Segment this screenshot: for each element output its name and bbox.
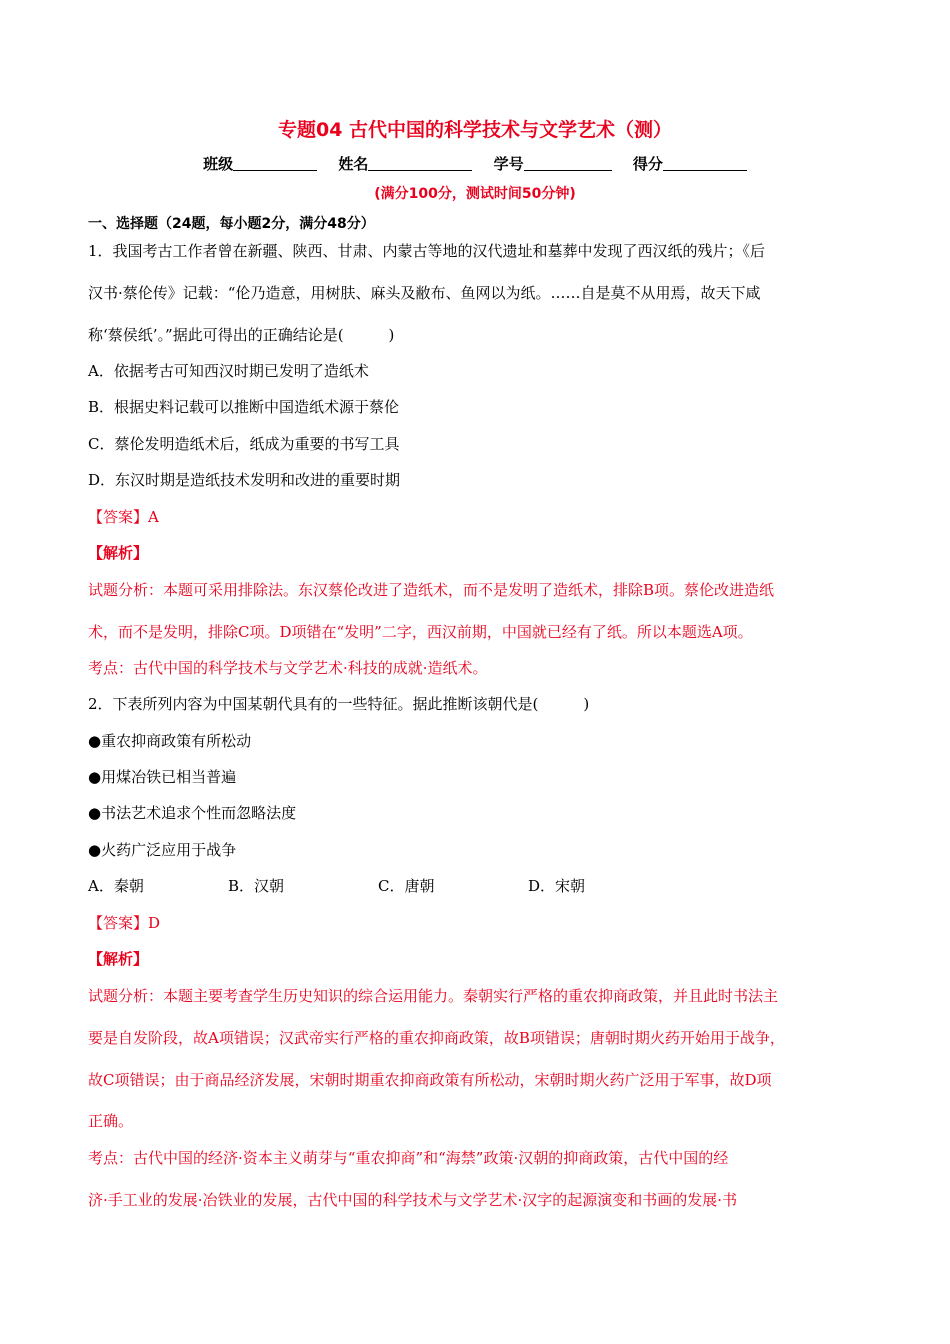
q2-analysis-line2: 要是自发阶段，故A项错误；汉武帝实行严格的重农抑商政策，故B项错误；唐朝时期火药开始用于战争，	[88, 1029, 785, 1047]
student-id-blank[interactable]	[524, 155, 612, 171]
q1-analysis-line2: 术，而不是发明，排除C项。D项错在“发明”二字，西汉前期，中国就已经有了纸。所以本题选A项。	[88, 623, 753, 641]
q2-answer: 【答案】D	[88, 914, 161, 932]
q2-bullet-2: ●用煤冶铁已相当普遍	[88, 768, 237, 786]
q2-option-b: B．汉朝	[228, 877, 285, 895]
q1-analysis-line1: 试题分析：本题可采用排除法。东汉蔡伦改进了造纸术，而不是发明了造纸术，排除B项。蔡伦改进造纸	[88, 581, 775, 599]
class-field	[203, 155, 317, 173]
q2-analysis-line4: 正确。	[88, 1112, 134, 1130]
q1-kaodian: 考点：古代中国的科学技术与文学艺术·科技的成就·造纸术。	[88, 659, 488, 677]
q2-option-d: D．宋朝	[528, 877, 586, 895]
q1-option-a: A．依据考古可知西汉时期已发明了造纸术	[88, 362, 369, 380]
q2-bullet-4: ●火药广泛应用于战争	[88, 841, 237, 859]
page-title: 专题04 古代中国的科学技术与文学艺术（测）	[277, 119, 673, 141]
student-id-field	[494, 155, 612, 173]
q2-analysis-line3: 故C项错误；由于商品经济发展，宋朝时期重农抑商政策有所松动，宋朝时期火药广泛用于军事，故D项	[88, 1071, 772, 1089]
score-label: 得分	[632, 155, 663, 173]
student-id-label: 学号	[493, 155, 524, 173]
q1-stem-line2: 汉书·蔡伦传》记载：“伦乃造意，用树肤、麻头及敝布、鱼网以为纸。……自是莫不从用焉，故天下咸	[88, 284, 761, 302]
q1-analysis-label: 【解析】	[88, 544, 149, 562]
q2-option-a: A．秦朝	[88, 877, 144, 895]
name-blank[interactable]	[368, 155, 472, 171]
q1-option-c: C．蔡伦发明造纸术后，纸成为重要的书写工具	[88, 435, 400, 453]
q2-bullet-3: ●书法艺术追求个性而忽略法度	[88, 804, 297, 822]
q1-stem-line1: 1．我国考古工作者曾在新疆、陕西、甘肃、内蒙古等地的汉代遗址和墓葬中发现了西汉纸的残片；《后	[88, 242, 766, 260]
class-label: 班级	[203, 155, 234, 173]
q1-option-b: B．根据史料记载可以推断中国造纸术源于蔡伦	[88, 398, 400, 416]
q2-stem: 2．下表所列内容为中国某朝代具有的一些特征。据此推断该朝代是( )	[88, 695, 590, 713]
class-blank[interactable]	[233, 155, 317, 171]
student-info-row	[0, 153, 950, 174]
score-blank[interactable]	[663, 155, 747, 171]
name-field	[338, 155, 472, 173]
q2-kaodian-line1: 考点：古代中国的经济·资本主义萌芽与“重农抑商”和“海禁”政策·汉朝的抑商政策，古代中国的经	[88, 1149, 729, 1167]
q2-option-c: C．唐朝	[378, 877, 435, 895]
score-field	[633, 155, 747, 173]
q2-analysis-label: 【解析】	[88, 950, 149, 968]
name-label: 姓名	[338, 155, 369, 173]
q1-stem-line3: 称‘蔡侯纸’。”据此可得出的正确结论是( )	[88, 326, 395, 344]
q2-bullet-1: ●重农抑商政策有所松动	[88, 732, 252, 750]
exam-note: (满分100分，测试时间50分钟)	[374, 186, 576, 202]
q2-kaodian-line2: 济·手工业的发展·冶铁业的发展，古代中国的科学技术与文学艺术·汉字的起源演变和书画的发展·书	[88, 1191, 738, 1209]
section-heading: 一、选择题（24题，每小题2分，满分48分）	[88, 216, 375, 232]
q1-option-d: D．东汉时期是造纸技术发明和改进的重要时期	[88, 471, 401, 489]
q2-analysis-line1: 试题分析：本题主要考查学生历史知识的综合运用能力。秦朝实行严格的重农抑商政策，并且此时书法主	[88, 987, 779, 1005]
q1-answer: 【答案】A	[88, 508, 159, 526]
